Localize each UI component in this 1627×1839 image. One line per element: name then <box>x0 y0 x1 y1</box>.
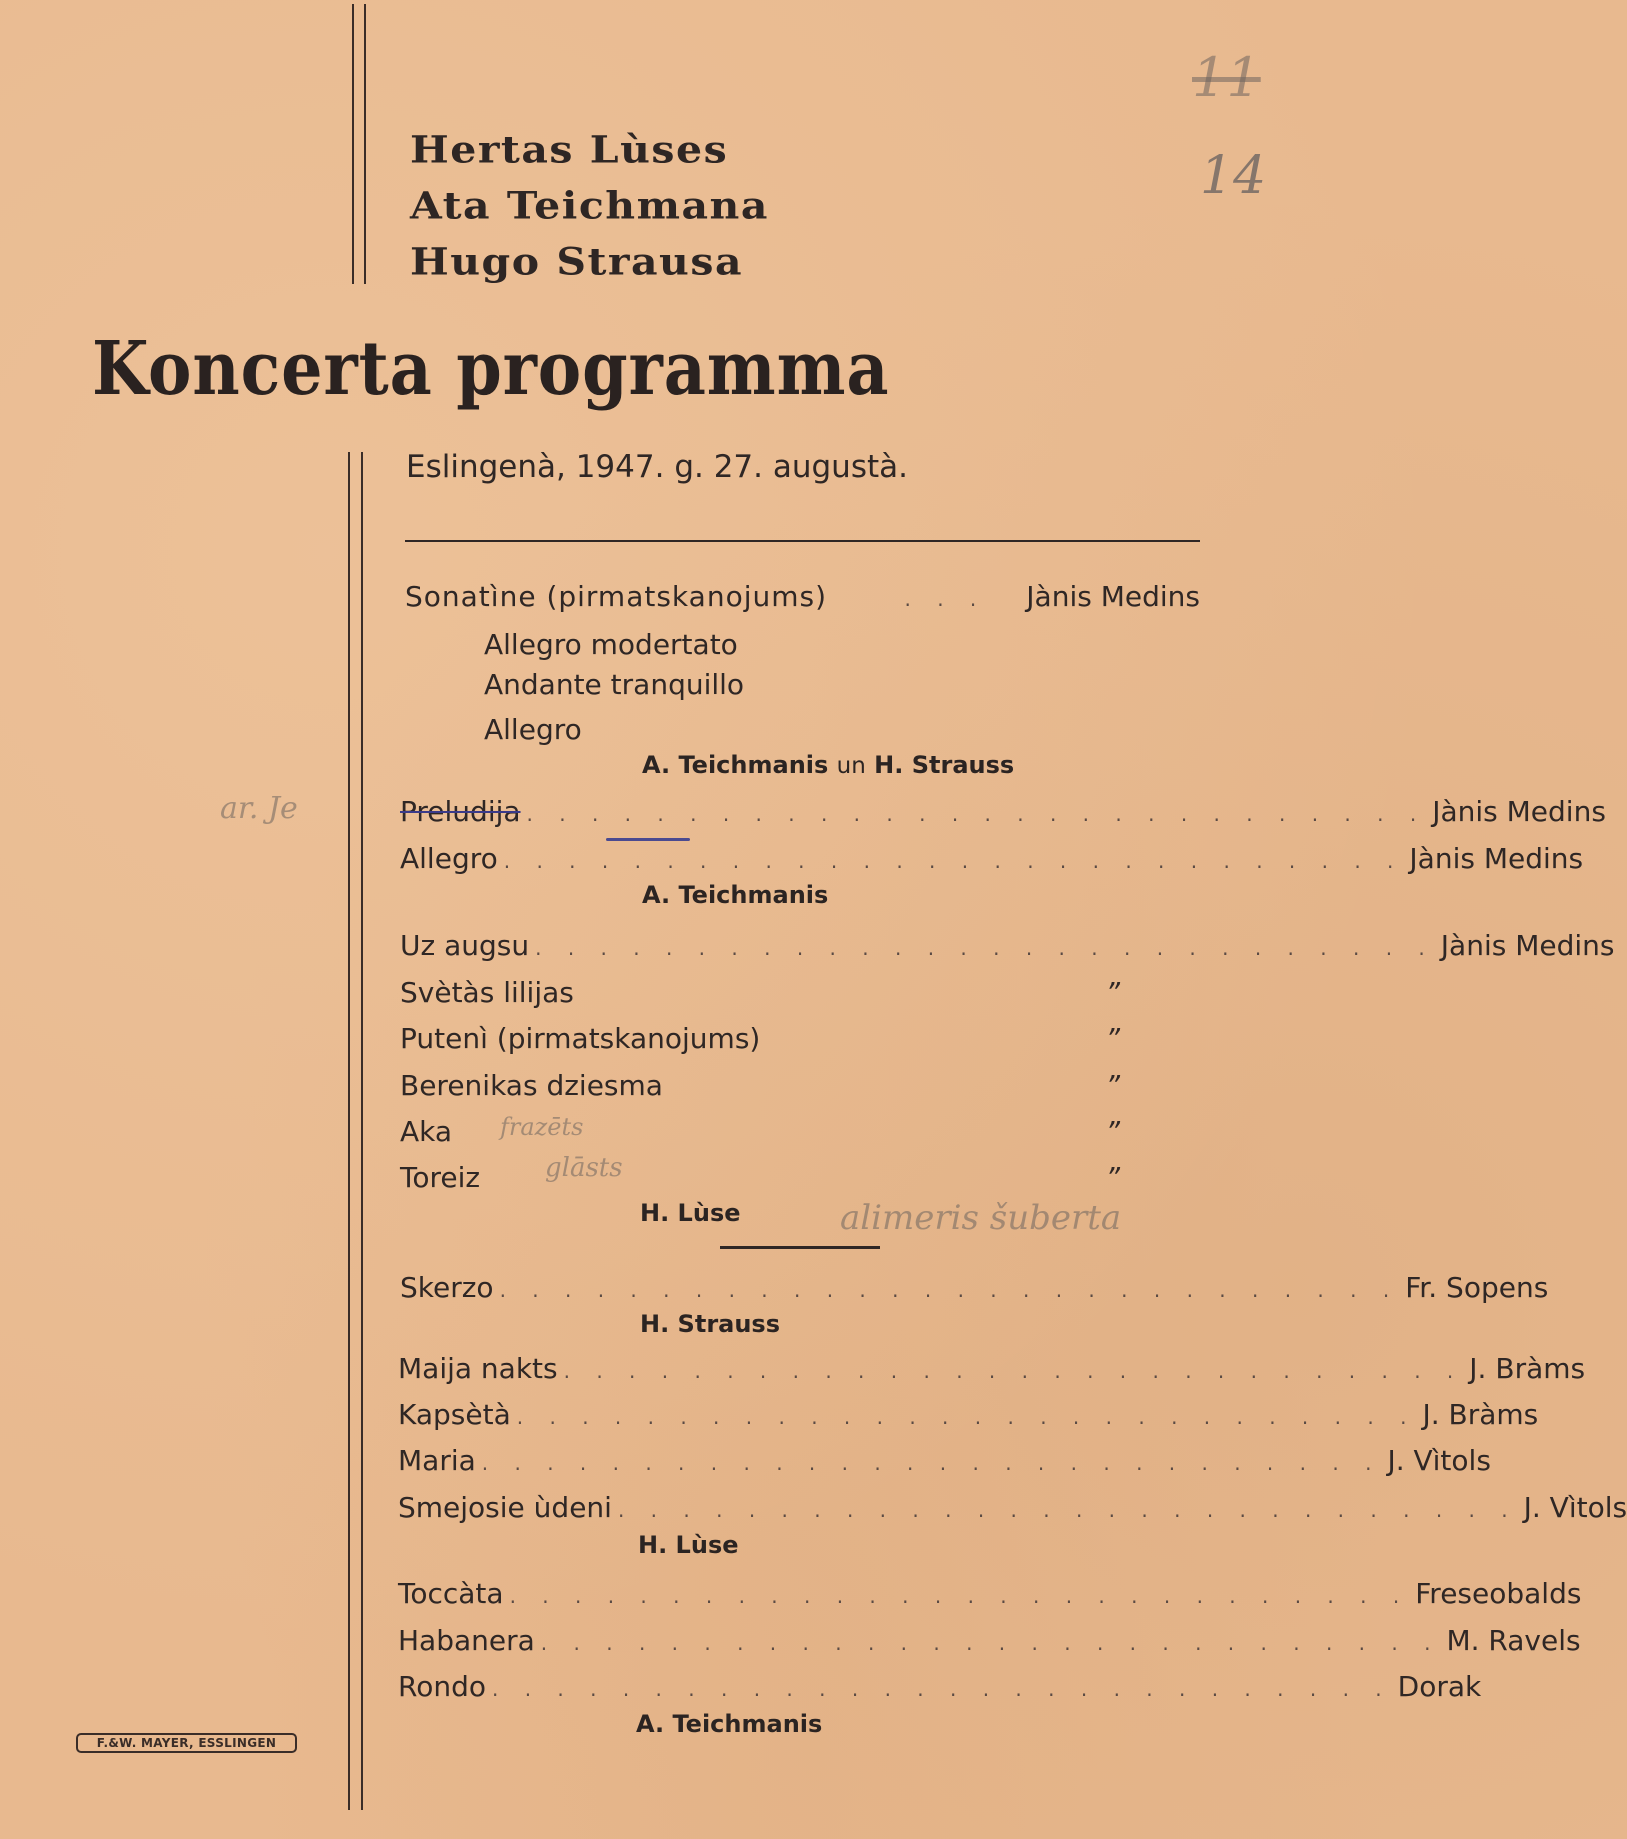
handwritten-note: alimeris šuberta <box>840 1198 1122 1238</box>
performer-credit: H. Strauss <box>640 1310 781 1338</box>
dot-leader: . . . . . . . . . . . . . . . . . . . . . . . . . . . . <box>481 1451 1382 1475</box>
composer: J. Bràms <box>1422 1398 1539 1431</box>
work-title: Kapsètà <box>398 1398 511 1431</box>
lower-double-rule-right <box>361 452 363 1810</box>
page-title: Koncerta programma <box>92 326 890 412</box>
dot-leader: . . . . . . . . . . . . . . . . . . . . . . . . . . . . <box>526 802 1427 826</box>
work-title: Berenikas dziesma <box>400 1069 663 1102</box>
work-title: Toreiz <box>400 1161 481 1194</box>
work-title: Maija nakts <box>398 1352 558 1385</box>
performer-credit: A. Teichmanis <box>642 881 829 909</box>
work-title: Aka <box>400 1115 453 1148</box>
composer: Freseobalds <box>1415 1577 1582 1610</box>
movement: Andante tranquillo <box>484 668 745 701</box>
program-item <box>398 1576 1582 1612</box>
program-item <box>398 1490 1627 1526</box>
work-title: Svètàs lilijas <box>400 976 574 1009</box>
printer-imprint: F.&W. MAYER, ESSLINGEN <box>76 1733 297 1753</box>
performer-credit: H. Lùse <box>638 1531 739 1559</box>
work-title: Maria <box>398 1444 476 1477</box>
work-title: Preludija <box>400 795 521 828</box>
composer: M. Ravels <box>1446 1624 1581 1657</box>
dot-leader: . . . . . . . . . . . . . . . . . . . . . . . . . . . . <box>540 1631 1441 1655</box>
work-title: Smejosie ùdeni <box>398 1491 612 1524</box>
work-title: Skerzo <box>400 1271 494 1304</box>
program-item <box>400 1160 1200 1196</box>
ditto-mark: ” <box>1105 1161 1120 1194</box>
composer: Dorak <box>1397 1670 1482 1703</box>
program-item <box>398 1397 1539 1433</box>
performer-name: A. Teichmanis <box>642 751 829 779</box>
program-item <box>400 1021 1200 1057</box>
dot-leader: . . . . . . . . . . . . . . . . . . . . . . . . . . . . <box>503 849 1404 873</box>
dot-leader: . . . . . . . . . . . . . . . . . . . . . . . . . . . . <box>499 1278 1400 1302</box>
performer-joiner: un <box>836 753 866 779</box>
performer-name-2: Ata Teichmana <box>410 183 769 228</box>
work-title: Rondo <box>398 1670 486 1703</box>
ditto-mark: ” <box>1105 1069 1120 1102</box>
performer-name-1: Hertas Lùses <box>410 127 729 172</box>
performer-name: H. Strauss <box>874 751 1015 779</box>
program-item <box>400 975 1200 1011</box>
composer: Jànis Medins <box>1026 580 1200 613</box>
dot-leader: . . . . . . . . . . . . . . . . . . . . . . . . . . . . <box>491 1677 1392 1701</box>
program-item <box>400 928 1615 964</box>
composer: J. Bràms <box>1469 1352 1586 1385</box>
composer: J. Vìtols <box>1523 1491 1627 1524</box>
work-title: Sonatìne (pirmatskanojums) <box>405 580 828 613</box>
ditto-mark: ” <box>1105 976 1120 1009</box>
handwritten-note: frazēts <box>500 1113 584 1141</box>
movement: Allegro <box>484 713 582 746</box>
movement: Allegro modertato <box>484 628 738 661</box>
work-title: Habanera <box>398 1624 535 1657</box>
divider-short <box>720 1246 880 1249</box>
work-title: Toccàta <box>398 1577 504 1610</box>
program-item <box>398 1443 1491 1479</box>
program-item <box>400 794 1606 830</box>
dot-leader: . . . . . . . . . . . . . . . . . . . . . . . . . . . . <box>516 1405 1417 1429</box>
divider-main <box>405 540 1200 542</box>
program-item <box>398 1623 1581 1659</box>
dot-leader: . . . . . . . . . . . . . . . . . . . . . . . . . . . . <box>535 936 1435 960</box>
upper-double-rule-right <box>364 4 366 284</box>
dot-leader: . . . . . . . . . . . . . . . . . . . . . . . . . . . . <box>509 1584 1410 1608</box>
work-title: Allegro <box>400 842 498 875</box>
ditto-mark: ” <box>1105 1022 1120 1055</box>
composer: J. Vìtols <box>1387 1444 1491 1477</box>
upper-double-rule-left <box>352 4 354 284</box>
program-item <box>398 1669 1482 1705</box>
performer-credit <box>642 750 1014 781</box>
performer-name-3: Hugo Strausa <box>410 239 744 284</box>
handwritten-correction: ar. Je <box>220 791 298 826</box>
composer: Jànis Medins <box>1440 929 1615 962</box>
dot-leader: . . . . . . . . . . . . . . . . . . . . . . . . . . . . <box>617 1498 1518 1522</box>
program-item <box>398 1351 1586 1387</box>
dot-leader: . . . <box>904 587 987 611</box>
venue-date: Eslingenà, 1947. g. 27. augustà. <box>406 449 908 485</box>
composer: Jànis Medins <box>1409 842 1584 875</box>
lower-double-rule-left <box>348 452 350 1810</box>
handwritten-note: glāsts <box>545 1153 623 1183</box>
composer: Fr. Sopens <box>1405 1271 1549 1304</box>
program-item <box>405 579 1200 615</box>
work-title: Putenì (pirmatskanojums) <box>400 1022 761 1055</box>
handwritten-page-number: 14 <box>1200 146 1267 206</box>
work-title: Uz augsu <box>400 929 530 962</box>
ditto-mark: ” <box>1105 1115 1120 1148</box>
dot-leader: . . . . . . . . . . . . . . . . . . . . . . . . . . . . <box>563 1359 1464 1383</box>
performer-credit: A. Teichmanis <box>636 1710 823 1738</box>
handwritten-page-number-struck: 11 <box>1192 46 1261 109</box>
performer-credit: H. Lùse <box>640 1199 741 1227</box>
program-item <box>400 841 1584 877</box>
composer: Jànis Medins <box>1432 795 1606 828</box>
program-item <box>400 1068 1200 1104</box>
program-item <box>400 1270 1549 1306</box>
